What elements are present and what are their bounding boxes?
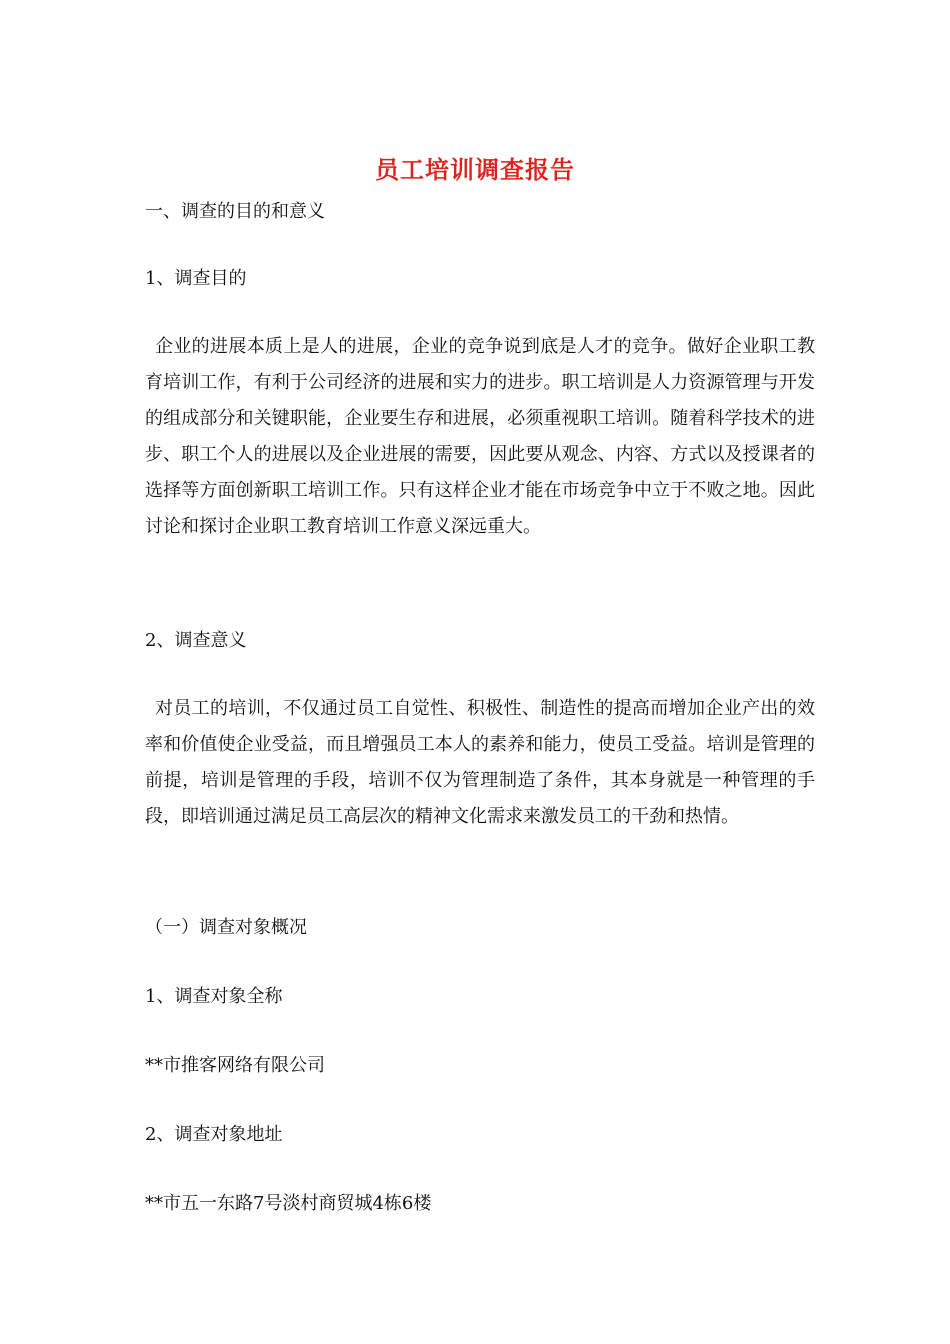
fullname-value: **市推客网络有限公司 [145, 1055, 325, 1076]
subsection-heading: （一）调查对象概况 [145, 917, 307, 938]
address-heading: 2、调查对象地址 [145, 1124, 283, 1145]
fullname-heading: 1、调查对象全称 [145, 986, 283, 1007]
purpose-heading: 1、调查目的 [145, 268, 247, 289]
address-value: **市五一东路7号淡村商贸城4栋6楼 [145, 1193, 432, 1214]
document-title: 员工培训调查报告 [375, 155, 575, 184]
section-heading: 一、调查的目的和意义 [145, 201, 325, 222]
significance-heading: 2、调查意义 [145, 630, 247, 651]
purpose-paragraph: 企业的进展本质上是人的进展，企业的竞争说到底是人才的竞争。做好企业职工教育培训工作，有利于公司经济的进展和实力的进步。职工培训是人力资源管理与开发的组成部分和关键职能，企业要生存和进展，必须重视职工培训。随着科学技术的进步、职工个人的进展以及企业进展的需要，因此要从观念、内容、方式以及授课者的选择等方面创新职工培训工作。只有这样企业才能在市场竞争中立于不败之地。因此讨论和探讨企业职工教育培训工作意义深远重大。 [145, 336, 815, 537]
significance-paragraph: 对员工的培训，不仅通过员工自觉性、积极性、制造性的提高而增加企业产出的效率和价值使企业受益，而且增强员工本人的素养和能力，使员工受益。培训是管理的前提，培训是管理的手段，培训不仅为管理制造了条件，其本身就是一种管理的手段，即培训通过满足员工高层次的精神文化需求来激发员工的干劲和热情。 [145, 698, 815, 827]
